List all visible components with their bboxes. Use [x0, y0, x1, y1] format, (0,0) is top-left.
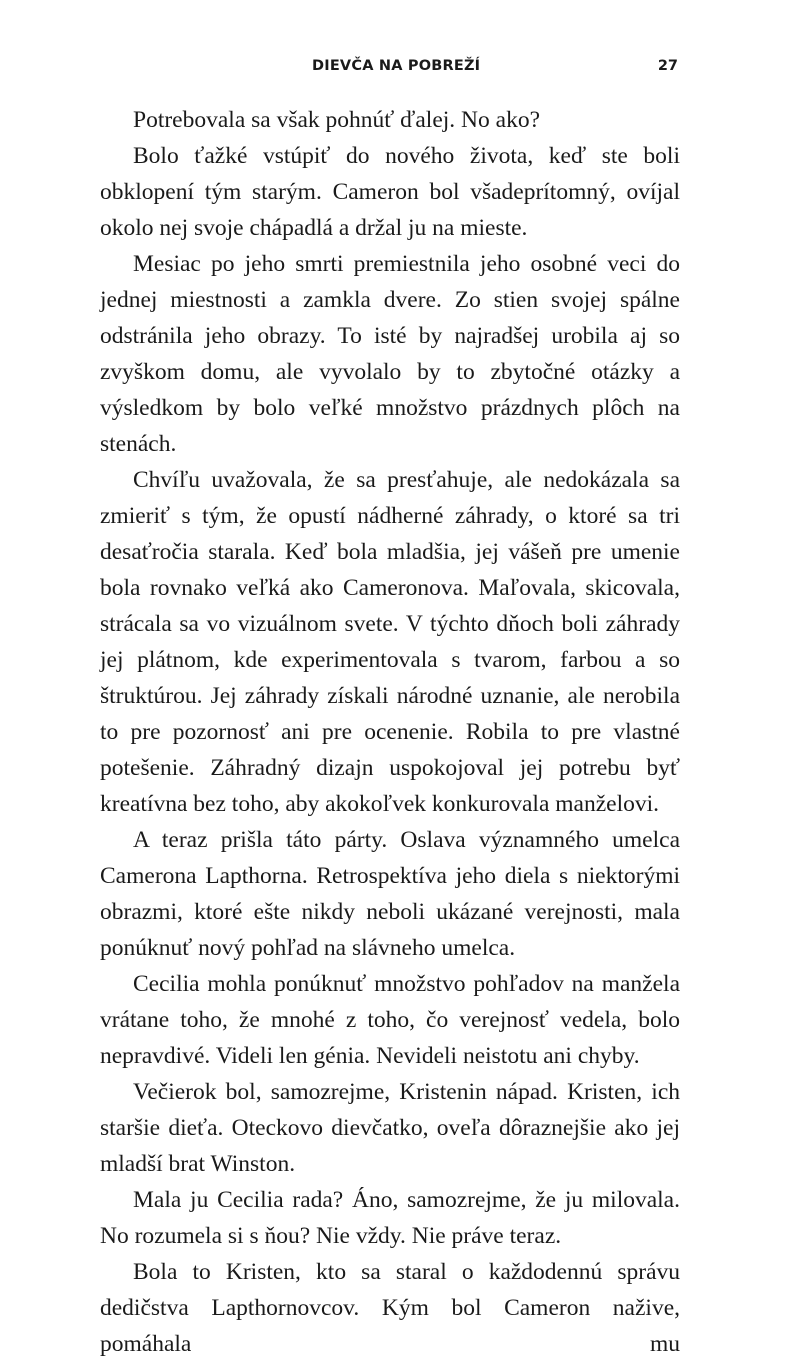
paragraph: A teraz prišla táto párty. Oslava významného umelca Camerona Lapthorna. Retrospektíva jeho diela s niektorými obrazmi, ktoré ešte nikdy neboli ukázané verejnosti, mala ponúknuť nový pohľad na slávneho umelca.	[100, 827, 680, 961]
paragraph: Potrebovala sa však pohnúť ďalej. No ako?	[133, 107, 541, 133]
running-header: DIEVČA NA POBREŽÍ	[312, 58, 481, 74]
paragraph: Mala ju Cecilia rada? Áno, samozrejme, že ju milovala. No rozumela si s ňou? Nie vždy. Nie práve teraz.	[100, 1187, 680, 1249]
paragraph: Bola to Kristen, kto sa staral o každodennú správu dedičstva Lapthornovcov. Kým bol Cameron nažive, pomáhala mu	[100, 1259, 680, 1357]
body-text	[100, 102, 680, 1362]
paragraph: Večierok bol, samozrejme, Kristenin nápad. Kristen, ich staršie dieťa. Oteckovo dievčatko, oveľa dôraznejšie ako jej mladší brat Winston.	[100, 1079, 680, 1177]
paragraph: Bolo ťažké vstúpiť do nového života, keď ste boli obklopení tým starým. Cameron bol všadeprítomný, ovíjal okolo nej svoje chápadlá a držal ju na mieste.	[100, 143, 680, 241]
paragraph: Cecilia mohla ponúknuť množstvo pohľadov na manžela vrátane toho, že mnohé z toho, čo verejnosť vedela, bolo nepravdivé. Videli len génia. Nevideli neistotu ani chyby.	[100, 971, 680, 1069]
paragraph: Chvíľu uvažovala, že sa presťahuje, ale nedokázala sa zmieriť s tým, že opustí nádherné záhrady, o ktoré sa tri desaťročia starala. Keď bola mladšia, jej vášeň pre umenie bola rovnako veľká ako Cameronova. Maľovala, skicovala, strácala sa vo vizuálnom svete. V týchto dňoch boli záhrady jej plátnom, kde experimentovala s tvarom, farbou a so štruktúrou. Jej záhrady získali národné uznanie, ale nerobila to pre pozornosť ani pre ocenenie. Robila to pre vlastné potešenie. Záhradný dizajn uspokojoval jej potrebu byť kreatívna bez toho, aby akokoľvek konkurovala manželovi.	[100, 467, 680, 817]
page-number: 27	[657, 58, 678, 74]
paragraph: Mesiac po jeho smrti premiestnila jeho osobné veci do jednej miestnosti a zamkla dvere. Zo stien svojej spálne odstránila jeho obrazy. To isté by najradšej urobila aj so zvyškom domu, ale vyvolalo by to zbytočné otázky a výsledkom by bolo veľké množstvo prázdnych plôch na stenách.	[100, 251, 680, 457]
